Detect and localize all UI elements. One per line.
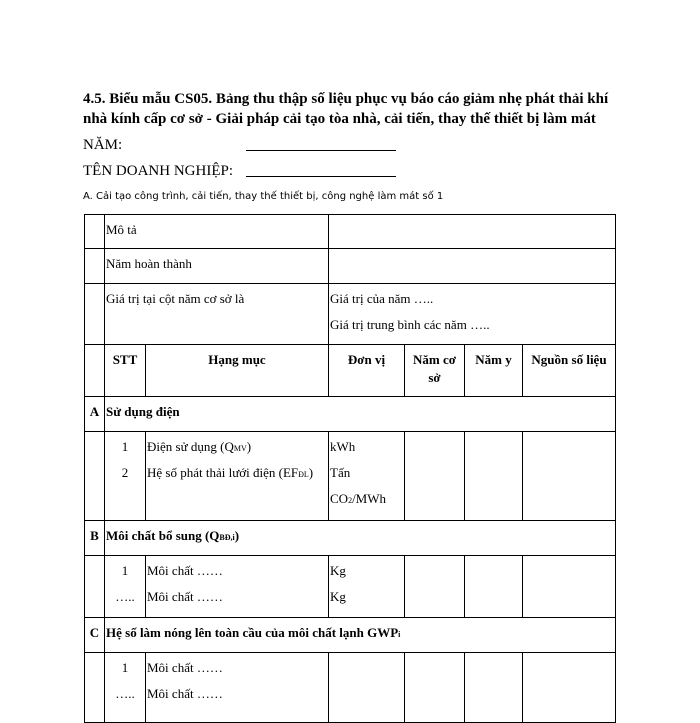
row-c2-item: Môi chất …… <box>147 686 223 701</box>
section-a-heading: Sử dụng điện <box>105 397 616 432</box>
rows-a-year-y-cell[interactable] <box>465 432 523 521</box>
row-a2-stt: 2 <box>121 465 129 480</box>
section-b-code: B <box>85 521 105 556</box>
col-header-item: Hạng mục <box>146 345 329 397</box>
row-b2-unit: Kg <box>330 589 346 604</box>
description-label-cell <box>105 215 329 249</box>
row-c1-item: Môi chất …… <box>147 660 223 675</box>
base-value-label-cell <box>105 284 329 345</box>
row-a2-item: Hệ số phát thải lưới điện (EFĐL) <box>147 465 314 480</box>
rows-c-base-year-cell[interactable] <box>405 653 465 723</box>
rows-b-stt-cell <box>105 556 146 618</box>
section-a-title: A. Cải tạo công trình, cải tiến, thay thế thiết bị, công nghệ làm mát số 1 <box>83 191 444 202</box>
company-field <box>83 162 233 180</box>
rows-a-source-cell[interactable] <box>523 432 616 521</box>
row-a1-stt: 1 <box>121 439 129 454</box>
title-line-1: 4.5. Biểu mẫu CS05. Bảng thu thập số liệu phục vụ báo cáo giảm nhẹ phát thải khí <box>83 91 609 107</box>
row-b2-stt: ….. <box>115 589 135 604</box>
base-value-label: Giá trị tại cột năm cơ sở là <box>106 291 245 306</box>
row-a1-item: Điện sử dụng (QMV) <box>147 439 252 454</box>
rows-a-base-year-cell[interactable] <box>405 432 465 521</box>
section-a-code: A <box>85 397 105 432</box>
company-label: TÊN DOANH NGHIỆP: <box>83 163 233 179</box>
description-label: Mô tả <box>106 222 137 237</box>
section-c-heading: Hệ số làm nóng lên toàn cầu của môi chất lạnh GWPi <box>105 618 616 653</box>
rows-b-item-cell <box>146 556 329 618</box>
year-value-text: Giá trị của năm ….. <box>330 291 434 306</box>
rows-b-base-year-cell[interactable] <box>405 556 465 618</box>
document-title <box>83 89 643 129</box>
row-b1-item: Môi chất …… <box>147 563 223 578</box>
year-label: NĂM: <box>83 137 123 153</box>
rows-c-stt-cell <box>105 653 146 723</box>
year-blank-line[interactable] <box>246 150 396 151</box>
row-a2-unit: Tấn <box>330 465 351 480</box>
section-b-heading: Môi chất bổ sung (QBĐ,i) <box>105 521 616 556</box>
col-header-year-y: Năm y <box>465 345 523 397</box>
rows-a-unit-cell <box>329 432 405 521</box>
row-c1-stt: 1 <box>121 660 129 675</box>
rows-a-stt-cell <box>105 432 146 521</box>
col-header-unit: Đơn vị <box>329 345 405 397</box>
rows-c-year-y-cell[interactable] <box>465 653 523 723</box>
description-value-cell[interactable] <box>329 215 616 249</box>
rows-c-source-cell[interactable] <box>523 653 616 723</box>
rows-b-year-y-cell[interactable] <box>465 556 523 618</box>
completion-year-label: Năm hoàn thành <box>106 256 192 271</box>
rows-b-source-cell[interactable] <box>523 556 616 618</box>
row-a2-unit-cont: CO2/MWh <box>330 491 387 506</box>
row-b2-item: Môi chất …… <box>147 589 223 604</box>
row-c2-stt: ….. <box>115 686 135 701</box>
completion-year-value-cell[interactable] <box>329 249 616 284</box>
rows-b-unit-cell <box>329 556 405 618</box>
col-header-source: Nguồn số liệu <box>523 345 616 397</box>
rows-c-unit-cell[interactable] <box>329 653 405 723</box>
rows-a-item-cell <box>146 432 329 521</box>
row-b1-unit: Kg <box>330 563 346 578</box>
company-blank-line[interactable] <box>246 176 396 177</box>
col-header-stt: STT <box>105 345 146 397</box>
data-table <box>84 214 616 723</box>
title-line-2: nhà kính cấp cơ sở - Giải pháp cải tạo tòa nhà, cải tiến, thay thế thiết bị làm mát <box>83 111 596 127</box>
col-header-base-year: Năm cơ sở <box>405 345 465 397</box>
row-b1-stt: 1 <box>121 563 129 578</box>
year-field <box>83 136 122 154</box>
completion-year-label-cell <box>105 249 329 284</box>
base-value-options-cell[interactable] <box>329 284 616 345</box>
section-c-code: C <box>85 618 105 653</box>
rows-c-item-cell <box>146 653 329 723</box>
row-a1-unit: kWh <box>330 439 356 454</box>
avg-value-text: Giá trị trung bình các năm ….. <box>330 317 490 332</box>
